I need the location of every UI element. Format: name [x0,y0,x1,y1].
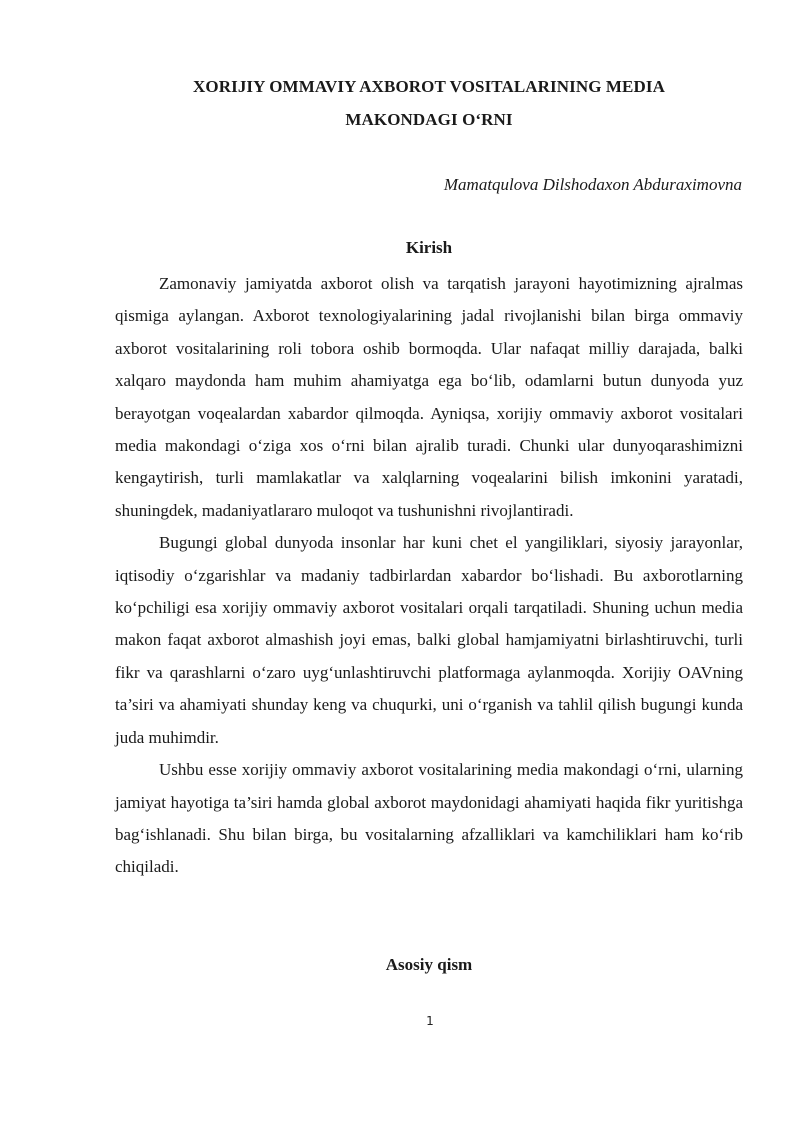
section-heading-kirish: Kirish [405,238,453,257]
section-heading-asosiy-qism: Asosiy qism [385,955,473,974]
author-name: Mamatqulova Dilshodaxon Abduraximovna [443,175,742,194]
paragraph: Zamonaviy jamiyatda axborot olish va tarqatish jarayoni hayotimizning ajralmas qismiga aylangan. Axborot texnologiyalarining jadal rivojlanishi bilan birga ommaviy axborot vositalarining roli tobora oshib bormoqda. Ular nafaqat milliy darajada, balki xalqaro maydonda ham muhim ahamiyatga ega bo‘lib, odamlarni butun dunyoda yuz berayotgan voqealardan xabardor qilmoqda. Ayniqsa, xorijiy ommaviy axborot vositalari media makondagi o‘ziga xos o‘rni bilan ajralib turadi. Chunki ular dunyoqarashimizni kengaytirish, turli mamlakatlar va xalqlarning voqealarini bilish imkonini yaratadi, shuningdek, madaniyatlararo muloqot va tushunishni rivojlantiradi. [115,274,743,520]
page-number: 1 [426,1014,434,1028]
paragraph: Ushbu esse xorijiy ommaviy axborot vositalarining media makondagi o‘rni, ularning jamiyat hayotiga ta’siri hamda global axborot maydonidagi ahamiyati haqida fikr yuritishga bag‘ishlanadi. Shu bilan birga, bu vositalarning afzalliklari va kamchiliklari ham ko‘rib chiqiladi. [115,760,743,877]
document-title-line-1: XORIJIY OMMAVIY AXBOROT VOSITALARINING MEDIA [193,77,665,96]
body-text [115,268,743,884]
paragraph: Bugungi global dunyoda insonlar har kuni chet el yangiliklari, siyosiy jarayonlar, iqtisodiy o‘zgarishlar va madaniy tadbirlardan xabardor bo‘lishadi. Bu axborotlarning ko‘pchiligi esa xorijiy ommaviy axborot vositalari orqali tarqatiladi. Shuning uchun media makon faqat axborot almashish joyi emas, balki global hamjamiyatni birlashtiruvchi, turli fikr va qarashlarni o‘zaro uyg‘unlashtiruvchi platformaga aylanmoqda. Xorijiy OAVning ta’siri va ahamiyati shunday keng va chuqurki, uni o‘rganish va tahlil qilish bugungi kunda juda muhimdir. [115,533,743,747]
document-title-line-2: MAKONDAGI O‘RNI [345,110,513,129]
